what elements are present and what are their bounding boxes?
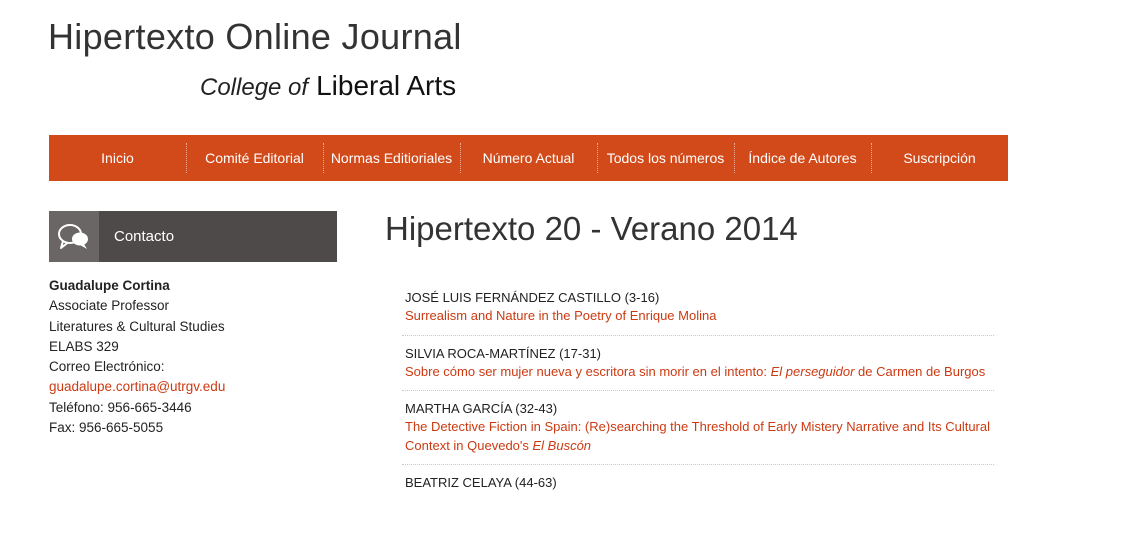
- nav-item-inicio[interactable]: Inicio: [101, 150, 134, 166]
- article-author: BEATRIZ CELAYA (44-63): [405, 475, 557, 490]
- nav-item-suscripcion[interactable]: Suscripción: [871, 135, 1008, 181]
- nav-item-todos-los-numeros[interactable]: Todos los números: [597, 135, 734, 181]
- contact-name: Guadalupe Cortina: [49, 278, 170, 293]
- site-subtitle: [200, 70, 456, 102]
- nav-item-comite-editorial[interactable]: Comité Editorial: [186, 135, 323, 181]
- article-author: JOSÉ LUIS FERNÁNDEZ CASTILLO (3-16): [405, 290, 660, 305]
- article-list: [402, 280, 994, 501]
- nav-item-indice-de-autores[interactable]: Índice de Autores: [734, 135, 871, 181]
- article-item: [402, 465, 994, 501]
- nav-item-numero-actual[interactable]: Número Actual: [460, 135, 597, 181]
- issue-title: Hipertexto 20 - Verano 2014: [385, 210, 798, 247]
- article-item: [402, 336, 994, 392]
- contact-header: [49, 211, 337, 262]
- contact-phone: Teléfono: 956-665-3446: [49, 399, 192, 415]
- article-title-link[interactable]: The Detective Fiction in Spain: (Re)searching the Threshold of Early Mistery Narrative and Its Cultural Context in Quevedo's El Buscón: [405, 419, 991, 453]
- main-nav: [49, 135, 1008, 181]
- article-title-link[interactable]: Surrealism and Nature in the Poetry of Enrique Molina: [405, 308, 717, 323]
- site-title[interactable]: Hipertexto Online Journal: [48, 16, 462, 57]
- article-item: [402, 391, 994, 465]
- contact-label: Contacto: [114, 228, 175, 245]
- contact-email-link[interactable]: guadalupe.cortina@utrgv.edu: [49, 379, 226, 395]
- contact-position: Associate Professor: [49, 298, 170, 314]
- article-author: SILVIA ROCA-MARTÍNEZ (17-31): [405, 345, 602, 361]
- speech-bubbles-icon: [49, 211, 99, 262]
- nav-item-normas-editoriales[interactable]: Normas Editioriales: [323, 135, 460, 181]
- article-title-link[interactable]: Sobre cómo ser mujer nueva y escritora sin morir en el intento: El perseguidor de Carmen de Burgos: [405, 363, 986, 379]
- subtitle-prefix: College of: [200, 74, 309, 101]
- article-item: [402, 280, 994, 336]
- contact-info: [49, 276, 349, 438]
- subtitle-main: Liberal Arts: [316, 70, 457, 101]
- contact-department: Literatures & Cultural Studies: [49, 318, 225, 334]
- contact-office: ELABS 329: [49, 338, 119, 354]
- article-author: MARTHA GARCÍA (32-43): [405, 401, 558, 416]
- contact-email-label: Correo Electrónico:: [49, 359, 165, 375]
- contact-fax: Fax: 956-665-5055: [49, 420, 164, 436]
